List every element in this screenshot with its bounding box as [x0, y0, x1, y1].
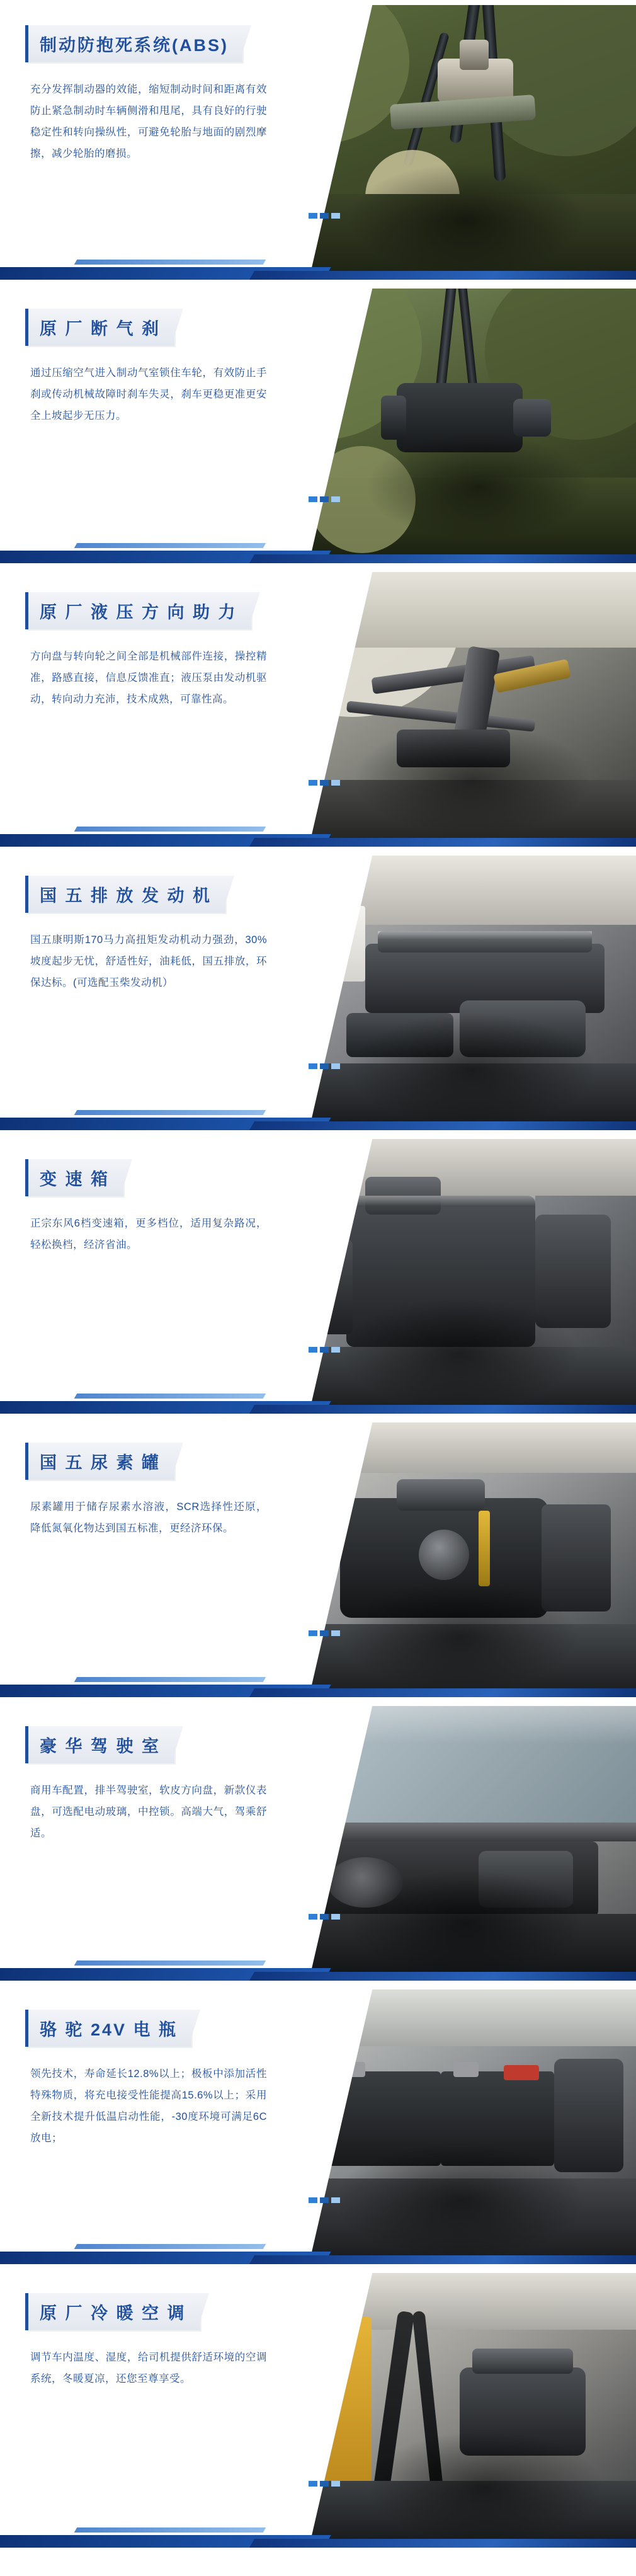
feature-block-urea-tank: [0, 1417, 636, 1701]
decorative-dots: [309, 213, 340, 219]
feature-text-air-conditioner: [0, 2268, 296, 2551]
feature-block-battery: [0, 1984, 636, 2268]
decorative-dots: [309, 2481, 340, 2487]
feature-title-wrap-cab: [25, 1726, 174, 1763]
feature-title-wrap-abs: [25, 25, 242, 62]
feature-text-urea-tank: [0, 1417, 296, 1701]
feature-block-cab: [0, 1701, 636, 1984]
decorative-dots: [309, 780, 340, 786]
feature-text-power-steering: [0, 567, 296, 850]
feature-desc-air-conditioner: 调节车内温度、湿度，给司机提供舒适环境的空调系统，冬暖夏凉，还您至尊享受。: [30, 2352, 267, 2384]
feature-desc-urea-tank: 尿素罐用于储存尿素水溶液，SCR选择性还原，降低氮氧化物达到国五标准，更经济环保。: [30, 1501, 267, 1534]
feature-text-battery: [0, 1984, 296, 2268]
feature-desc-gearbox: 正宗东风6档变速箱，更多档位，适用复杂路况，轻松换档，经济省油。: [30, 1218, 267, 1251]
decorative-dots: [309, 1347, 340, 1353]
feature-block-air-brake: [0, 283, 636, 567]
feature-block-power-steering: [0, 567, 636, 850]
feature-desc-cab: 商用车配置，排半驾驶室，软皮方向盘，新款仪表盘，可选配电动玻璃，中控锁。高端大气，驾乘舒适。: [30, 1785, 267, 1839]
feature-title-wrap-air-conditioner: [25, 2293, 200, 2330]
feature-title-urea-tank: 国 五 尿 素 罐: [25, 1443, 174, 1480]
decorative-dots: [309, 1914, 340, 1920]
feature-text-cab: [0, 1701, 296, 1984]
feature-desc-battery: 领先技术，寿命延长12.8%以上；极板中添加活性特殊物质，将充电接受性能提高15.6%以上；采用全新技术提升低温启动性能，-30度环境可满足6C放电；: [30, 2068, 267, 2144]
feature-title-power-steering: 原 厂 液 压 方 向 助 力: [25, 592, 251, 629]
feature-title-battery: 骆 驼 24V 电 瓶: [25, 2010, 191, 2047]
feature-desc-abs: 充分发挥制动器的效能，缩短制动时间和距离有效防止紧急制动时车辆侧滑和甩尾，具有良好的行驶稳定性和转向操纵性，可避免轮胎与地面的剧烈摩擦，减少轮胎的磨损。: [30, 84, 267, 159]
feature-title-engine: 国 五 排 放 发 动 机: [25, 876, 225, 913]
feature-text-engine: [0, 850, 296, 1134]
feature-text-air-brake: [0, 283, 296, 567]
feature-text-abs: [0, 0, 296, 283]
feature-title-wrap-engine: [25, 876, 225, 913]
feature-title-wrap-urea-tank: [25, 1443, 174, 1480]
feature-desc-engine: 国五康明斯170马力高扭矩发动机动力强劲，30%坡度起步无忧，舒适性好，油耗低，国五排放，环保达标。(可选配玉柴发动机）: [30, 934, 267, 988]
feature-block-engine: [0, 850, 636, 1134]
feature-desc-power-steering: 方向盘与转向轮之间全部是机械部件连接，操控精准，路感直接，信息反馈准直；液压泵由发动机驱动，转向动力充沛，技术成熟，可靠性高。: [30, 651, 267, 705]
decorative-dots: [309, 1630, 340, 1636]
feature-title-wrap-power-steering: [25, 592, 251, 629]
feature-text-gearbox: [0, 1134, 296, 1417]
feature-title-cab: 豪 华 驾 驶 室: [25, 1726, 174, 1763]
feature-block-abs: [0, 0, 636, 283]
feature-title-wrap-air-brake: [25, 309, 174, 346]
feature-title-wrap-battery: [25, 2010, 191, 2047]
feature-title-air-conditioner: 原 厂 冷 暖 空 调: [25, 2293, 200, 2330]
feature-title-gearbox: 变 速 箱: [25, 1159, 123, 1196]
decorative-dots: [309, 1063, 340, 1069]
feature-block-air-conditioner: [0, 2268, 636, 2551]
feature-title-air-brake: 原 厂 断 气 刹: [25, 309, 174, 346]
decorative-dots: [309, 496, 340, 502]
feature-block-gearbox: [0, 1134, 636, 1417]
decorative-dots: [309, 2197, 340, 2203]
feature-title-wrap-gearbox: [25, 1159, 123, 1196]
feature-desc-air-brake: 通过压缩空气进入制动气室锁住车轮，有效防止手刹或传动机械故障时刹车失灵，刹车更稳更准更安全上坡起步无压力。: [30, 367, 267, 421]
feature-title-abs: 制动防抱死系统(ABS): [25, 25, 242, 62]
